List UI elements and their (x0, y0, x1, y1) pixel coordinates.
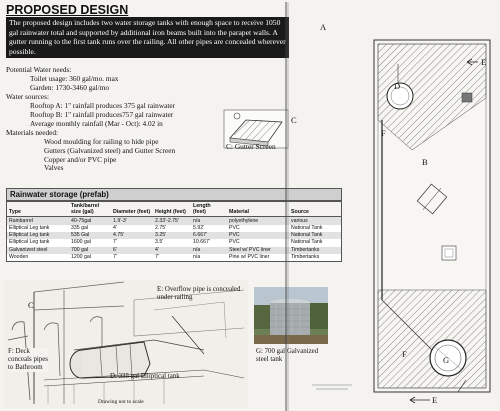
column-header: Type (7, 202, 70, 217)
table-cell: 7' (113, 239, 117, 246)
plan-label-e-top: E (481, 57, 487, 67)
table-cell: 40-75gal (71, 217, 92, 224)
table-cell: 700 gal (71, 246, 89, 253)
sketch-label-c: C (28, 300, 34, 310)
table-cell: Rainbarrel (9, 217, 33, 224)
table-cell: Elliptical Leg tank (9, 224, 50, 231)
column-header: Height (feet) (153, 202, 191, 217)
column-header: Material (227, 202, 289, 217)
table-cell: National Tank (291, 239, 323, 246)
site-plan-drawing (282, 0, 500, 411)
table-cell: 2.75' (155, 224, 167, 231)
table-title: Rainwater storage (prefab) (6, 188, 342, 201)
table-cell: Elliptical Leg tank (9, 232, 50, 239)
table-cell: Timbertanks (291, 254, 320, 261)
overflow-pipe-caption: E: Overflow pipe is concealed under railing (157, 286, 241, 301)
plan-label-e-bottom: E (432, 395, 438, 405)
table-cell: Timbertanks (291, 246, 320, 253)
table-cell: 335 gal (71, 224, 89, 231)
average-rainfall: Average monthly rainfall (Mar - Oct): 4.02 in (30, 118, 163, 128)
table-cell: 7' (155, 254, 159, 261)
table-cell: various (291, 217, 308, 224)
water-needs-section (6, 66, 175, 173)
table-cell: Galvanized steel (9, 246, 48, 253)
table-cell: 5.92' (193, 224, 205, 231)
plan-label-f-bottom: F (402, 349, 407, 359)
table-cell: Pine w/ PVC liner (229, 254, 270, 261)
table-cell: 6' (113, 246, 117, 253)
table-cell: PVC (229, 232, 240, 239)
plan-label-d: D (394, 81, 401, 91)
table-cell: PVC (229, 224, 240, 231)
table-cell: n/a (193, 217, 201, 224)
material-item: Wood moulding for railing to hide pipe (44, 136, 159, 146)
table-cell: 1.9'-3' (113, 217, 127, 224)
needs-header: Potential Water needs: (6, 65, 72, 74)
table-cell: Steel w/ PVC liner (229, 246, 271, 253)
column-header: Diameter (feet) (111, 202, 153, 217)
garden-usage: Garden: 1730-3460 gal/mo (30, 82, 110, 92)
deck-caption: F: Deck conceals pipes to Bathroom (8, 348, 48, 371)
plan-label-f-top: F (381, 128, 386, 138)
gutter-screen-caption: C: Gutter Screen (226, 142, 276, 151)
tank-caption: D: 335 gal Elliptical tank (110, 373, 180, 380)
steel-tank-caption: G: 700 gal Galvanized steel tank (256, 348, 319, 363)
table-cell: n/a (193, 246, 201, 253)
table-cell: 4' (113, 224, 117, 231)
sources-header: Water sources: (6, 91, 49, 101)
page-title: PROPOSED DESIGN (6, 3, 129, 17)
material-item: Copper and/or PVC pipe (44, 154, 117, 164)
plan-label-b: B (422, 157, 428, 167)
toilet-usage: Toilet usage: 360 gal/mo. max (30, 73, 119, 83)
material-item: Gutters (Galvanized steel) and Gutter Screen (44, 145, 176, 155)
table-cell: n/a (193, 254, 201, 261)
table-cell: 10.667' (193, 239, 210, 246)
table-cell: 6.667' (193, 232, 207, 239)
table-cell: 3.25' (155, 232, 167, 239)
table-cell: 4.75' (113, 232, 125, 239)
rooftop-a: Rooftop A: 1" rainfall produces 375 gal rainwater (30, 100, 176, 110)
table-cell: polyethylene (229, 217, 259, 224)
intro-paragraph: The proposed design includes two water storage tanks with enough space to receive 1050 gal rainwater total and supported by additional iron beams built into the parapet walls. A gutter running to the first tank runs over the railing. All other pipes are concealed wherever possible. (6, 17, 289, 58)
table-cell: National Tank (291, 232, 323, 239)
plan-label-g: G (443, 355, 450, 365)
material-item: Valves (44, 163, 64, 173)
table-cell: PVC (229, 239, 240, 246)
column-header: Tank/barrel size (gal) (69, 202, 111, 217)
plan-label-c: C (291, 115, 297, 125)
rooftop-b: Rooftop B: 1" rainfall produces757 gal rainwater (30, 109, 174, 119)
table-cell: 2.33'-2.75' (155, 217, 179, 224)
table-cell: 7' (113, 254, 117, 261)
table-cell: Elliptical Leg tank (9, 239, 50, 246)
table-cell: National Tank (291, 224, 323, 231)
column-header: Source (289, 202, 342, 217)
column-header: Length (feet) (191, 202, 227, 217)
plan-label-a: A (320, 22, 327, 32)
table-cell: 3.5' (155, 239, 164, 246)
scale-note: Drawing not to scale (98, 399, 144, 405)
table-cell: Wooden (9, 254, 29, 261)
table-cell: 4' (155, 246, 159, 253)
table-cell: 535 Gal (71, 232, 90, 239)
table-cell: 1600 gal (71, 239, 91, 246)
table-cell: 1200 gal (71, 254, 91, 261)
materials-header: Materials needed: (6, 127, 59, 137)
